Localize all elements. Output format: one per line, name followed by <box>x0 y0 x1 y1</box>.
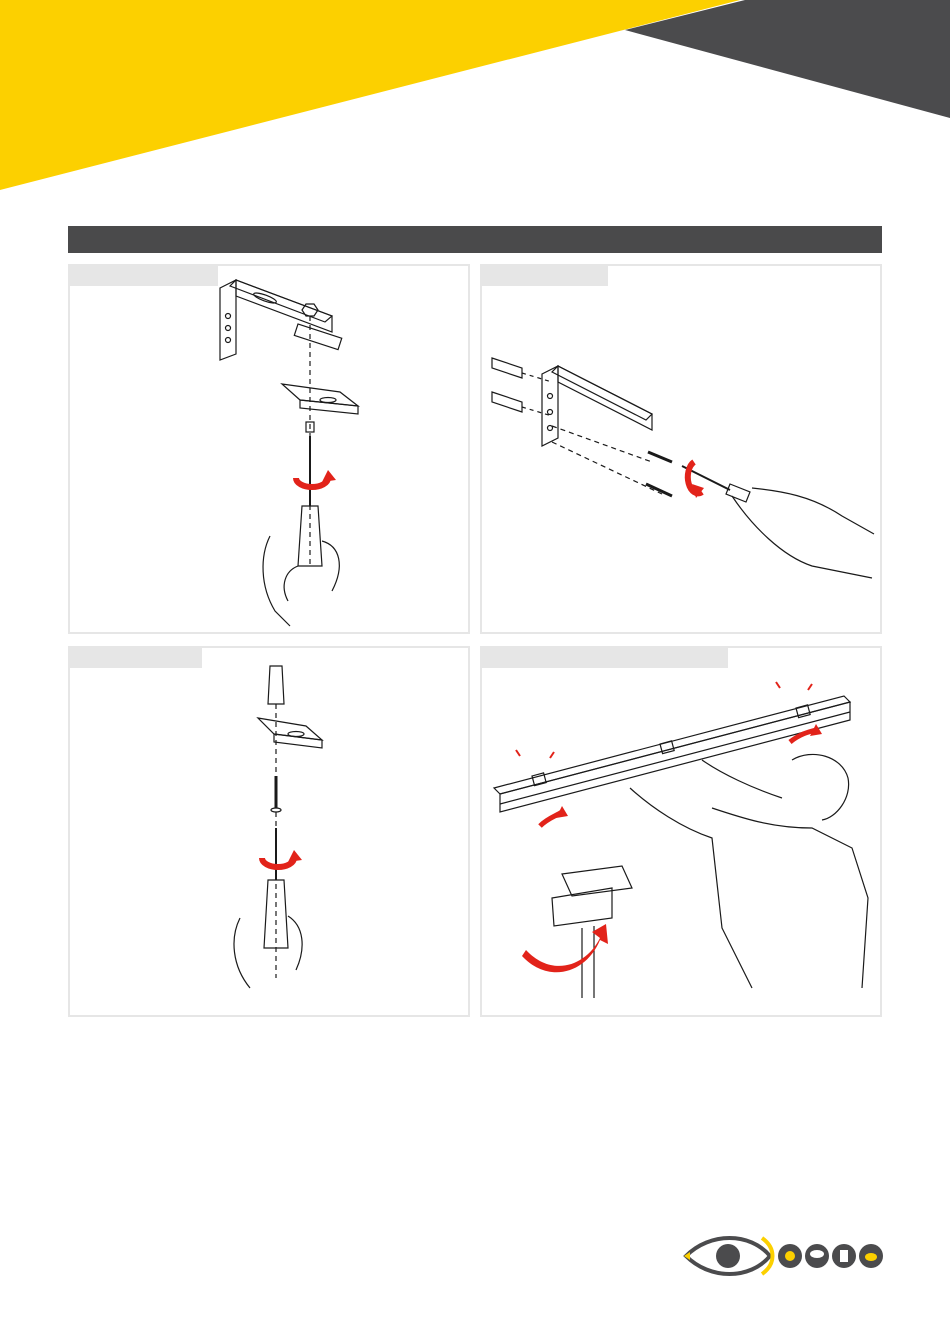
step-panel-2 <box>480 264 882 634</box>
section-title <box>68 231 78 247</box>
rotation-arrow-icon <box>296 478 328 487</box>
section-title-bar <box>68 226 882 253</box>
step-panel-1 <box>68 264 470 634</box>
ceiling-fixing-illustration <box>70 648 470 1017</box>
bracket-assembly-illustration <box>70 266 470 634</box>
cloud-rain-icon <box>805 1244 829 1268</box>
wall-mount-illustration <box>482 266 882 634</box>
sound-icon <box>832 1244 856 1268</box>
sun-icon <box>778 1244 802 1268</box>
bee-icon <box>859 1244 883 1268</box>
step-panel-4 <box>480 646 882 1017</box>
header-yellow-shape <box>0 0 740 190</box>
rail-installation-illustration <box>482 648 882 1017</box>
brand-logo <box>680 1228 890 1284</box>
step-panel-3 <box>68 646 470 1017</box>
rotation-arrow-icon <box>262 858 294 867</box>
header-dark-shape <box>625 0 950 118</box>
eye-icon <box>684 1238 773 1274</box>
header-decoration <box>0 0 950 200</box>
large-rotation-arrow-icon <box>522 924 608 972</box>
